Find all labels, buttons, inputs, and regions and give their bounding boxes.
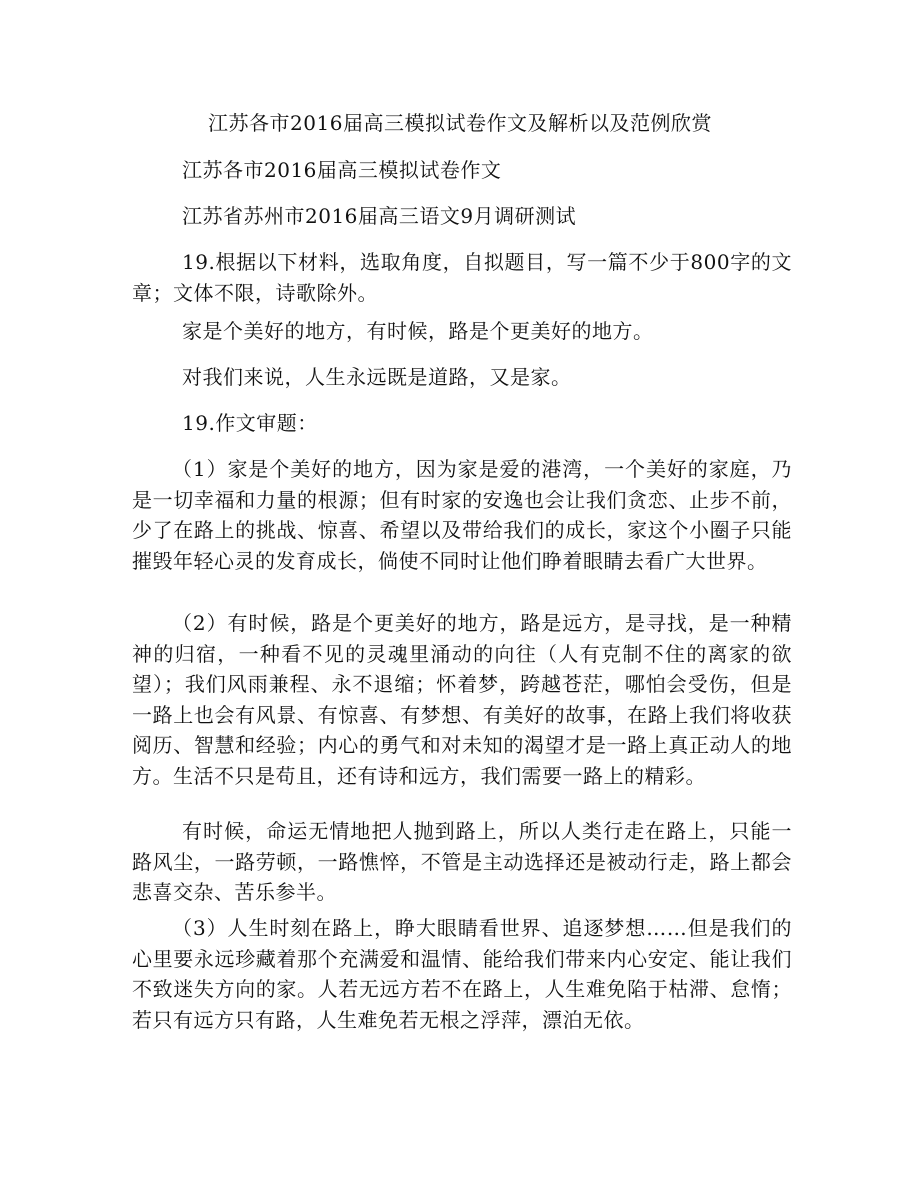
essay-prompt: 19.根据以下材料，选取角度，自拟题目，写一篇不少于800字的文章；文体不限，诗歌除外。 [132, 250, 792, 305]
document-subtitle: 江苏各市2016届高三模拟试卷作文 [182, 158, 502, 182]
analysis-heading: 19.作文审题： [182, 411, 318, 435]
material-line-1: 家是个美好的地方，有时候，路是个更美好的地方。 [182, 319, 654, 343]
material-line-2: 对我们来说，人生永远既是道路，又是家。 [182, 365, 572, 389]
analysis-paragraph-2: （2）有时候，路是个更美好的地方，路是远方，是寻找，是一种精神的归宿，一种看不见的灵魂里涌动的向往（人有克制不住的离家的欲望）；我们风雨兼程、永不退缩；怀着梦，跨越苍茫，哪怕会受伤，但是一路上也会有风景、有惊喜、有梦想、有美好的故事，在路上我们将收获阅历、智慧和经验；内心的勇气和对未知的渴望才是一路上真正动人的地方。生活不只是苟且，还有诗和远方，我们需要一路上的精彩。 [132, 611, 792, 788]
exam-source: 江苏省苏州市2016届高三语文9月调研测试 [182, 204, 577, 228]
analysis-paragraph-1: （1）家是个美好的地方，因为家是爱的港湾，一个美好的家庭，乃是一切幸福和力量的根源；但有时家的安逸也会让我们贪恋、止步不前，少了在路上的挑战、惊喜、希望以及带给我们的成长，家这个小圈子只能摧毁年轻心灵的发育成长，倘使不同时让他们睁着眼睛去看广大世界。 [132, 457, 792, 573]
document-title: 江苏各市2016届高三模拟试卷作文及解析以及范例欣赏 [208, 111, 712, 135]
analysis-paragraph-2b: 有时候，命运无情地把人抛到路上，所以人类行走在路上，只能一路风尘，一路劳顿，一路憔悴，不管是主动选择还是被动行走，路上都会悲喜交杂、苦乐参半。 [132, 819, 792, 904]
analysis-paragraph-3: （3）人生时刻在路上，睁大眼睛看世界、追逐梦想……但是我们的心里要永远珍藏着那个充满爱和温情、能给我们带来内心安定、能让我们不致迷失方向的家。人若无远方若不在路上，人生难免陷于枯滞、怠惰；若只有远方只有路，人生难免若无根之浮萍，漂泊无依。 [132, 916, 792, 1032]
